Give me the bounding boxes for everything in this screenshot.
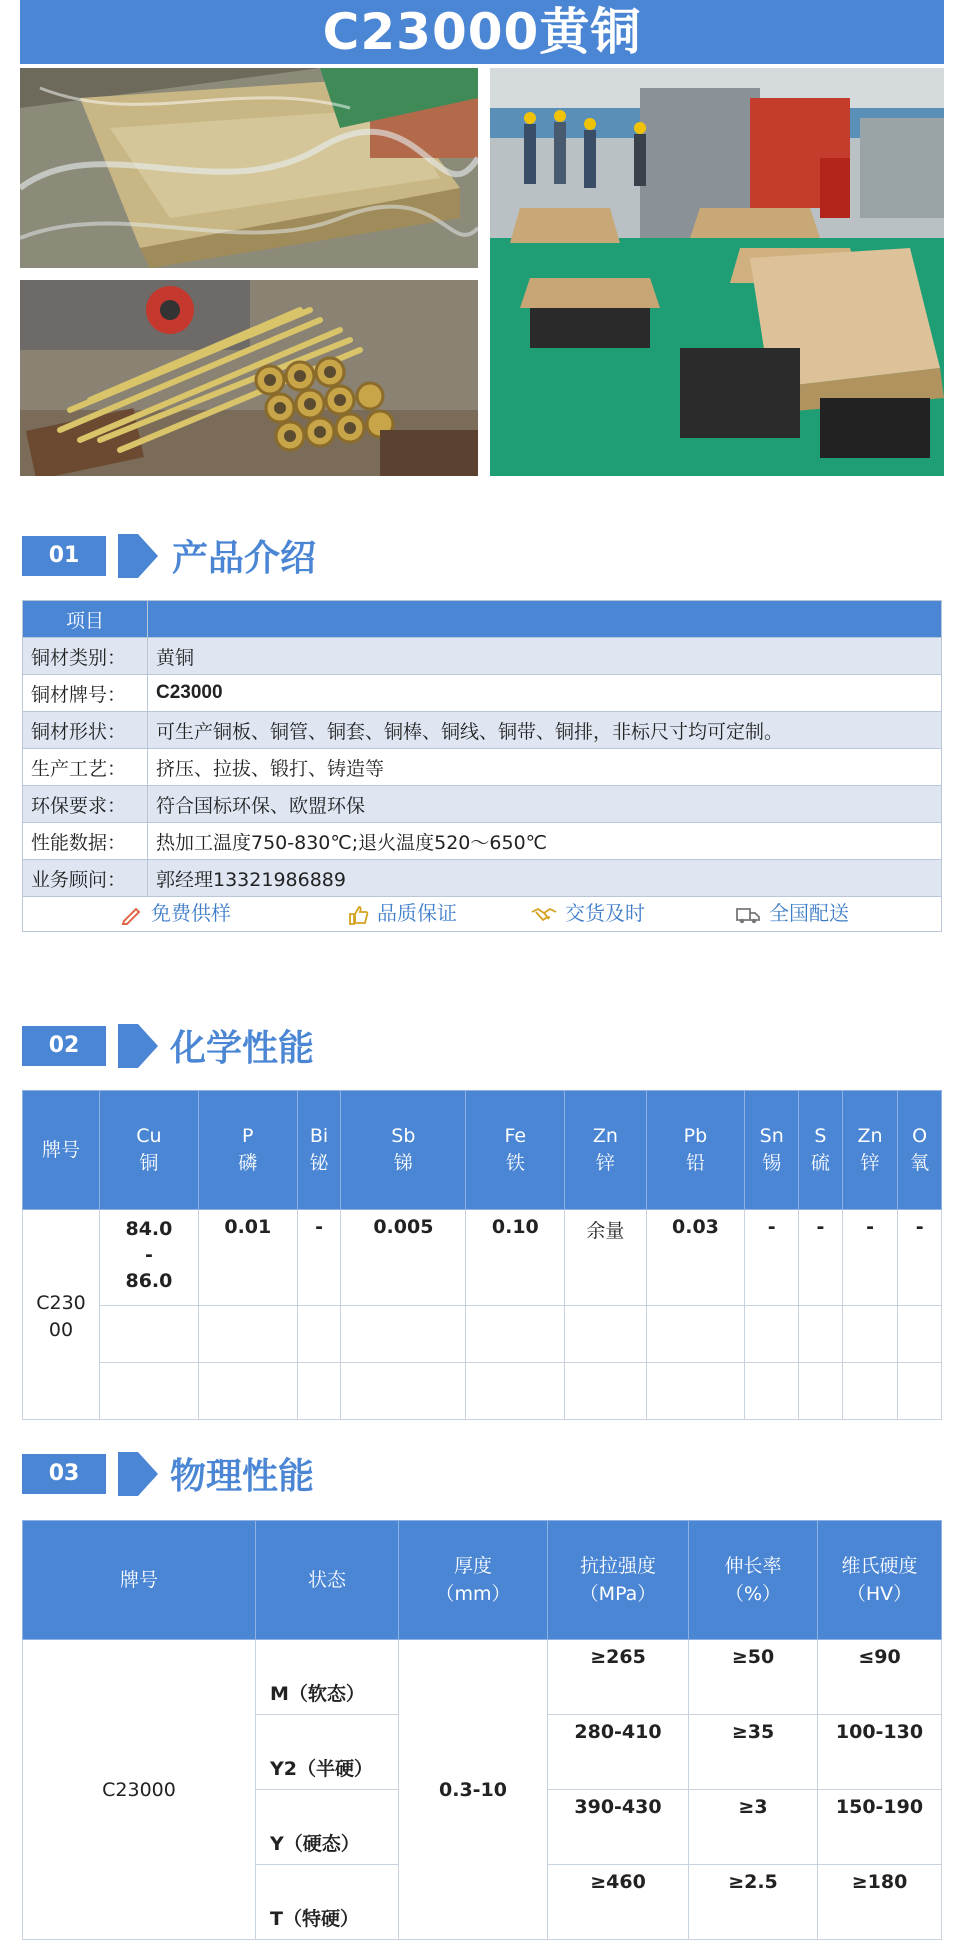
elongation-cell: ≥3 (689, 1790, 818, 1865)
tensile-cell: ≥460 (548, 1865, 689, 1940)
header-sb (341, 1091, 466, 1210)
element-symbol: P (242, 1125, 254, 1147)
header-thickness: 厚度 （mm） (399, 1521, 548, 1640)
row-value: 黄铜 (148, 638, 942, 675)
element-name: 锌 (595, 1152, 615, 1174)
feature-shipping (735, 896, 849, 930)
table-row (23, 1640, 942, 1715)
element-symbol: Zn (592, 1125, 618, 1147)
table-row (23, 823, 942, 860)
chevron-right-icon (118, 534, 158, 578)
header-zn (565, 1091, 646, 1210)
table-row-empty (23, 1306, 942, 1363)
value-sn: - (745, 1210, 799, 1306)
element-name: 锌 (860, 1152, 880, 1174)
feature-free-sample (121, 896, 231, 930)
header-blank (148, 601, 942, 638)
feature-delivery (531, 896, 645, 930)
feature-quality (347, 896, 457, 930)
element-symbol: Zn (857, 1125, 883, 1147)
section-header-intro (22, 534, 422, 578)
table-header-row (23, 1521, 942, 1640)
physical-properties-table (22, 1520, 942, 1940)
header-tensile: 抗拉强度 （MPa） (548, 1521, 689, 1640)
truck-icon (735, 904, 761, 926)
table-header-row (23, 601, 942, 638)
chevron-right-icon (118, 1452, 158, 1496)
feature-label: 免费供样 (151, 901, 231, 925)
state-cell (256, 1715, 399, 1790)
section-title: 物理性能 (170, 1456, 315, 1497)
row-label: 生产工艺： (23, 749, 148, 786)
elongation-cell: ≥35 (689, 1715, 818, 1790)
brass-rods-tubes-photo (20, 280, 478, 476)
row-label: 业务顾问： (23, 860, 148, 897)
row-value: 热加工温度750-830℃;退火温度520～650℃ (148, 823, 942, 860)
header-hardness: 维氏硬度 （HV） (818, 1521, 942, 1640)
table-row (23, 638, 942, 675)
table-row-empty (23, 1363, 942, 1420)
handshake-icon (531, 904, 557, 926)
element-name: 磷 (238, 1152, 258, 1174)
header-brand: 牌号 (23, 1521, 256, 1640)
table-row (23, 860, 942, 897)
feature-label: 品质保证 (377, 901, 457, 925)
section-number: 02 (22, 1026, 106, 1066)
section-number: 03 (22, 1454, 106, 1494)
header-elongation: 伸长率 （%） (689, 1521, 818, 1640)
element-symbol: O (912, 1125, 928, 1147)
element-symbol: Fe (504, 1125, 527, 1147)
element-name: 铅 (685, 1152, 705, 1174)
chemical-composition-table (22, 1090, 942, 1420)
feature-label: 交货及时 (565, 901, 645, 925)
element-symbol: Pb (683, 1125, 708, 1147)
state-cell (256, 1790, 399, 1865)
chevron-right-icon (118, 1024, 158, 1068)
factory-floor-photo (490, 68, 944, 476)
header-s (799, 1091, 843, 1210)
table-row (23, 1210, 942, 1306)
state-value: Y2（半硬） (270, 1758, 373, 1780)
element-name: 锡 (762, 1152, 782, 1174)
state-value: M（软态） (270, 1683, 365, 1705)
header-label: 牌号 (41, 1138, 80, 1161)
header-cu (100, 1091, 199, 1210)
element-name: 铋 (309, 1152, 329, 1174)
value-zn-2: - (842, 1210, 898, 1306)
element-symbol: Bi (309, 1125, 329, 1147)
row-label: 环保要求： (23, 786, 148, 823)
pencil-icon (121, 904, 143, 926)
value-sb: 0.005 (341, 1210, 466, 1306)
element-name: 锑 (393, 1152, 413, 1174)
row-value: 挤压、拉拔、锻打、铸造等 (148, 749, 942, 786)
header-fe (466, 1091, 565, 1210)
element-symbol: Cu (136, 1125, 162, 1147)
tensile-cell: 280-410 (548, 1715, 689, 1790)
brand-cell (23, 1210, 100, 1420)
tensile-cell: 390-430 (548, 1790, 689, 1865)
value-s: - (799, 1210, 843, 1306)
value-zn: 余量 (565, 1210, 646, 1306)
value-cu: 84.0 - 86.0 (100, 1210, 199, 1306)
hardness-cell: 150-190 (818, 1790, 942, 1865)
section-number: 01 (22, 536, 106, 576)
header-brand (23, 1091, 100, 1210)
value-p: 0.01 (198, 1210, 297, 1306)
row-value: C23000 (148, 675, 942, 712)
element-symbol: S (814, 1125, 827, 1147)
section-header-chemical (22, 1024, 422, 1068)
brand-cell: C23000 (23, 1640, 256, 1940)
header-item: 项目 (23, 601, 148, 638)
section-title: 产品介绍 (172, 538, 317, 579)
state-cell (256, 1865, 399, 1940)
row-value: 符合国标环保、欧盟环保 (148, 786, 942, 823)
table-header-row (23, 1091, 942, 1210)
table-row (23, 675, 942, 712)
row-value: 可生产铜板、铜管、铜套、铜棒、铜线、铜带、铜排，非标尺寸均可定制。 (148, 712, 942, 749)
value-o: - (898, 1210, 942, 1306)
row-label: 铜材牌号： (23, 675, 148, 712)
tensile-cell: ≥265 (548, 1640, 689, 1715)
header-p (198, 1091, 297, 1210)
header-pb (646, 1091, 745, 1210)
elongation-cell: ≥50 (689, 1640, 818, 1715)
state-cell (256, 1640, 399, 1715)
section-header-physical (22, 1452, 422, 1496)
element-name: 硫 (810, 1152, 830, 1174)
brand-value: C23000 (36, 1292, 86, 1341)
row-label: 铜材类别： (23, 638, 148, 675)
header-zn-2 (842, 1091, 898, 1210)
thickness-cell: 0.3-10 (399, 1640, 548, 1940)
value-pb: 0.03 (646, 1210, 745, 1306)
table-row (23, 749, 942, 786)
header-sn (745, 1091, 799, 1210)
section-title: 化学性能 (170, 1028, 315, 1069)
header-o (898, 1091, 942, 1210)
row-label: 性能数据： (23, 823, 148, 860)
value-fe: 0.10 (466, 1210, 565, 1306)
element-name: 氧 (910, 1152, 930, 1174)
feature-strip (22, 896, 942, 932)
table-row (23, 712, 942, 749)
brass-plates-wrapped-photo (20, 68, 478, 268)
state-value: Y（硬态） (270, 1833, 360, 1855)
hardness-cell: 100-130 (818, 1715, 942, 1790)
element-symbol: Sn (759, 1125, 784, 1147)
value-bi: - (297, 1210, 341, 1306)
header-bi (297, 1091, 341, 1210)
element-name: 铁 (505, 1152, 525, 1174)
header-state: 状态 (256, 1521, 399, 1640)
thumbs-up-icon (347, 904, 369, 926)
state-value: T（特硬） (270, 1908, 359, 1930)
row-label: 铜材形状： (23, 712, 148, 749)
page-title: C23000黄铜 (20, 0, 944, 64)
hardness-cell: ≤90 (818, 1640, 942, 1715)
element-name: 铜 (139, 1152, 159, 1174)
elongation-cell: ≥2.5 (689, 1865, 818, 1940)
product-intro-table (22, 600, 942, 897)
hardness-cell: ≥180 (818, 1865, 942, 1940)
row-value: 郭经理13321986889 (148, 860, 942, 897)
feature-label: 全国配送 (769, 901, 849, 925)
element-symbol: Sb (391, 1125, 416, 1147)
table-row (23, 786, 942, 823)
